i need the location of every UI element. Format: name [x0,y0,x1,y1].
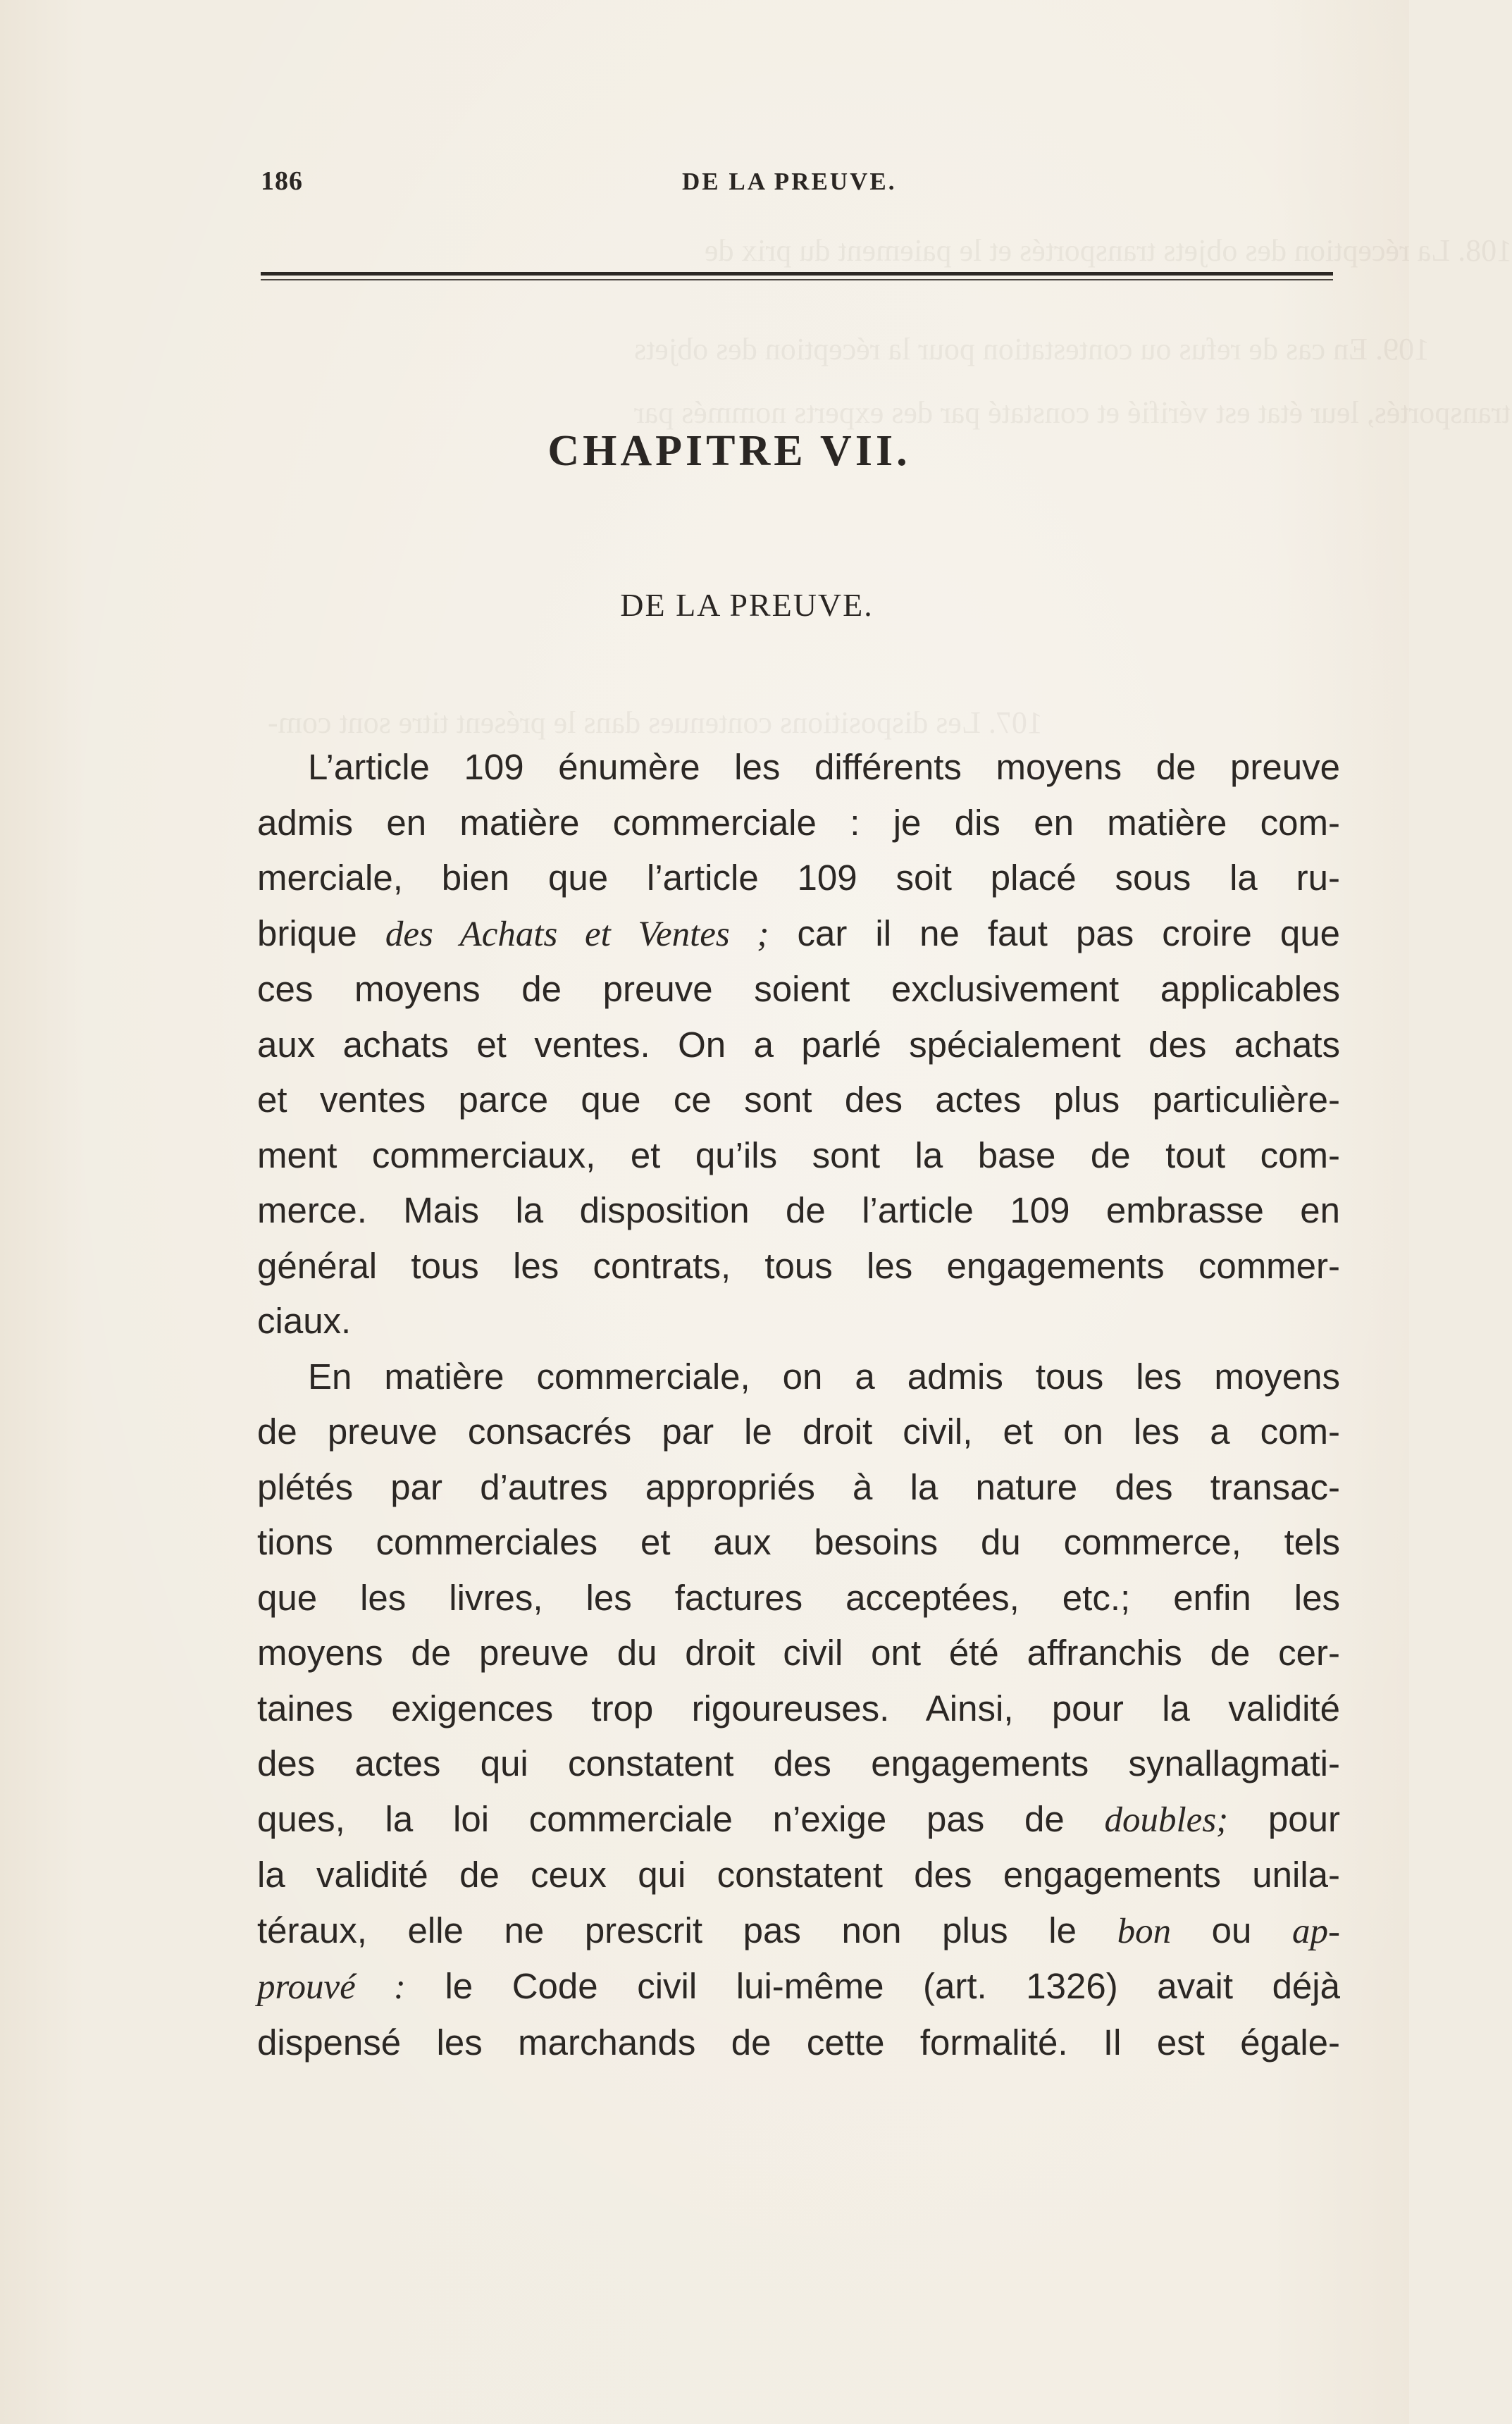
italic-word: bon [1117,1911,1172,1951]
italic-phrase: des Achats et Ventes ; [385,914,769,954]
text-fragment: pour [1228,1798,1340,1839]
text-fragment: ques, la loi commerciale n’exige pas de [257,1798,1105,1839]
text-line: merciale, bien que l’article 109 soit placé sous la ru- [257,858,1340,898]
text-line: ces moyens de preuve soient exclusivement applicables [257,969,1340,1009]
text-line: dispensé les marchands de cette formalité. Il est égale- [257,2022,1340,2063]
italic-word: ap- [1292,1911,1340,1951]
text-line: général tous les contrats, tous les engagements commer- [257,1245,1340,1286]
text-line: aux achats et ventes. On a parlé spécialement des achats [257,1024,1340,1065]
show-through-text: transportés, leur état est vérifié et constaté par des experts nommés par [634,395,1511,430]
chapter-title: CHAPITRE VII. [547,427,911,475]
text-line-mixed [257,1903,1340,1960]
chapter-subtitle: DE LA PREUVE. [620,587,874,623]
text-line-mixed [257,1959,1340,2015]
text-line: taines exigences trop rigoureuses. Ainsi, pour la validité [257,1688,1340,1729]
text-line: merce. Mais la disposition de l’article 109 embrasse en [257,1190,1340,1230]
italic-word: prouvé : [257,1967,406,2007]
page-number: 186 [261,166,303,196]
text-line: des actes qui constatent des engagements synallagmati- [257,1743,1340,1783]
text-line: la validité de ceux qui constatent des engagements unila- [257,1855,1340,1895]
text-line: que les livres, les factures acceptées, etc.; enfin les [257,1577,1340,1618]
header-rule-thin [261,279,1333,280]
text-fragment: le Code civil lui-même (art. 1326) avait déjà [405,1966,1340,2006]
text-line: ciaux. [257,1301,352,1341]
text-line: admis en matière commerciale : je dis en matière com- [257,802,1340,843]
text-line: L’article 109 énumère les différents moyens de preuve [308,747,1340,787]
paragraph-2 [257,1349,1340,2071]
text-fragment: ou [1171,1910,1293,1950]
body-text [257,740,1340,2070]
running-head: DE LA PREUVE. [682,168,897,195]
text-line: de preuve consacrés par le droit civil, et on les a com- [257,1411,1340,1452]
italic-word: doubles; [1104,1800,1229,1840]
paragraph-1 [257,740,1340,1349]
show-through-text: 109. En cas de refus ou contestation pour la réception des objets [634,332,1430,366]
text-fragment: car il ne faut pas croire que [797,913,1340,953]
text-line: tions commerciales et aux besoins du commerce, tels [257,1522,1340,1562]
text-line-mixed [257,906,1340,963]
show-through-text: 107. Les dispositions contenues dans le présent titre sont com- [268,705,1043,740]
text-fragment: brique [257,913,385,953]
text-fragment: téraux, elle ne prescrit pas non plus le [257,1910,1117,1950]
text-line: En matière commerciale, on a admis tous les moyens [308,1356,1340,1397]
show-through-text: 108. La réception des objets transportés et le paiement du prix de [705,233,1512,268]
text-line-mixed [257,1792,1340,1848]
text-line: moyens de preuve du droit civil ont été affranchis de cer- [257,1633,1340,1673]
header-rule-thick [261,272,1333,276]
text-line: et ventes parce que ce sont des actes plus particulière- [257,1080,1340,1120]
text-line: ment commerciaux, et qu’ils sont la base de tout com- [257,1134,1340,1175]
text-line: plétés par d’autres appropriés à la nature des transac- [257,1466,1340,1507]
